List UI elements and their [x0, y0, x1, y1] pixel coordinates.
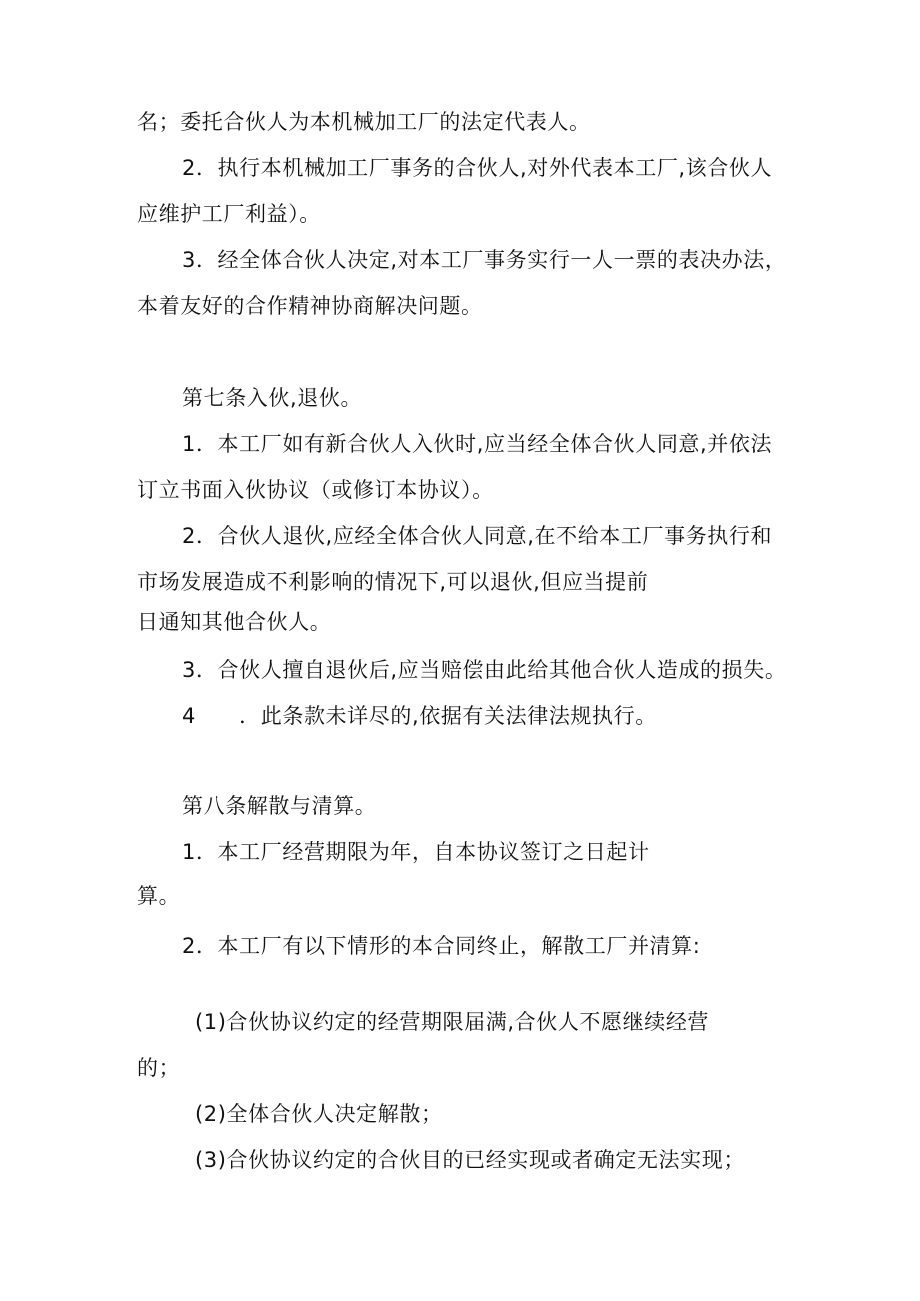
- list-item-line: (2)全体合伙人决定解散；: [195, 1102, 443, 1126]
- paragraph-line: 1．本工厂如有新合伙人入伙时,应当经全体合伙人同意,并依法: [182, 432, 773, 456]
- list-item-line: (3)合伙协议约定的合伙目的已经实现或者确定无法实现；: [195, 1148, 745, 1172]
- paragraph-line: 3．经全体合伙人决定,对本工厂事务实行一人一票的表决办法，: [182, 248, 787, 272]
- paragraph-line: 市场发展造成不利影响的情况下,可以退伙,但应当提前: [137, 570, 649, 594]
- paragraph-line: 2．本工厂有以下情形的本合同终止，解散工厂并清算:: [182, 934, 701, 958]
- list-item-line: (1)合伙协议约定的经营期限届满,合伙人不愿继续经营: [195, 1010, 710, 1034]
- paragraph-line: 应维护工厂利益）。: [137, 202, 321, 226]
- paragraph-line: 名；委托合伙人为本机械加工厂的法定代表人。: [137, 110, 591, 134]
- paragraph-line: 4 ．此条款未详尽的,依据有关法律法规执行。: [182, 704, 657, 728]
- paragraph-line: 2．合伙人退伙,应经全体合伙人同意,在不给本工厂事务执行和: [182, 524, 773, 548]
- paragraph-line: 本着友好的合作精神协商解决问题。: [137, 294, 483, 318]
- paragraph-line: 算。: [137, 884, 181, 908]
- section-heading: 第七条入伙,退伙。: [182, 386, 363, 410]
- section-heading: 第八条解散与清算。: [182, 794, 377, 818]
- paragraph-line: 3．合伙人擅自退伙后,应当赔偿由此给其他合伙人造成的损失。: [182, 658, 787, 682]
- paragraph-line: 2．执行本机械加工厂事务的合伙人,对外代表本工厂,该合伙人: [182, 156, 773, 180]
- paragraph-line: 订立书面入伙协议（或修订本协议）。: [137, 478, 494, 502]
- paragraph-line: 日通知其他合伙人。: [137, 610, 332, 634]
- paragraph-line: 1．本工厂经营期限为年，自本协议签订之日起计: [182, 840, 650, 864]
- list-item-line: 的；: [137, 1056, 181, 1080]
